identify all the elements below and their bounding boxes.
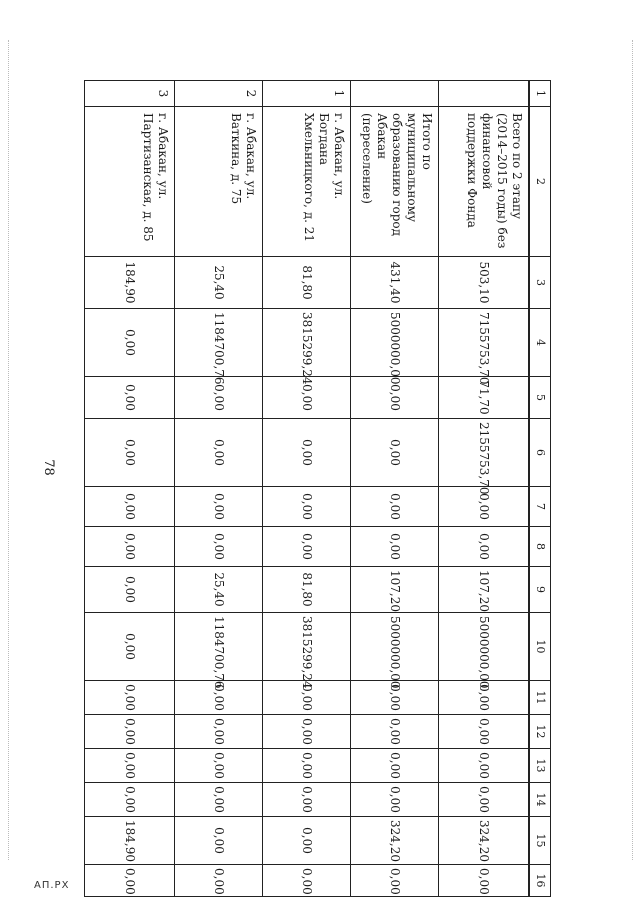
header-cell: 14 [529,783,551,817]
value-cell: 0,00 [263,377,351,419]
value-cell: 0,00 [85,613,175,681]
value-cell: 5000000,00 [439,613,529,681]
scan-edge-right [632,40,634,860]
header-cell: 6 [529,419,551,487]
value-cell: 503,10 [439,257,529,309]
value-cell: 7155753,70 [439,309,529,377]
header-cell: 5 [529,377,551,419]
value-cell: 3815299,24 [263,309,351,377]
table-header-row [529,81,551,897]
header-cell: 11 [529,681,551,715]
rotated-table-container [86,80,551,895]
row-number-cell [351,81,439,107]
value-cell: 324,20 [439,817,529,865]
value-cell: 0,00 [85,309,175,377]
page-number: 78 [40,459,56,476]
row-name-cell: г. Абакан, ул. Богдана Хмельницкого, д. 21 [263,107,351,257]
value-cell: 324,20 [351,817,439,865]
value-cell: 0,00 [175,749,263,783]
value-cell: 1184700,76 [175,309,263,377]
table-row [263,81,351,897]
value-cell: 0,00 [85,377,175,419]
header-cell: 10 [529,613,551,681]
table-row [175,81,263,897]
table-row [439,81,529,897]
data-table [85,80,552,897]
value-cell: 0,00 [351,681,439,715]
value-cell: 0,00 [263,419,351,487]
value-cell: 0,00 [85,527,175,567]
value-cell: 0,00 [439,783,529,817]
row-name-cell: Всего по 2 этапу (2014–2015 годы) без финансовой поддержки Фонда [439,107,529,257]
row-number-cell: 1 [263,81,351,107]
value-cell: 5000000,00 [351,613,439,681]
header-cell: 3 [529,257,551,309]
value-cell: 0,00 [351,783,439,817]
value-cell: 0,00 [439,865,529,897]
header-cell: 1 [529,81,551,107]
header-cell: 15 [529,817,551,865]
value-cell: 0,00 [175,681,263,715]
value-cell: 0,00 [263,865,351,897]
value-cell: 0,00 [351,527,439,567]
value-cell: 0,00 [263,487,351,527]
value-cell: 0,00 [351,865,439,897]
value-cell: 2155753,70 [439,419,529,487]
header-cell: 4 [529,309,551,377]
value-cell: 0,00 [175,527,263,567]
value-cell: 0,00 [351,419,439,487]
value-cell: 0,00 [263,749,351,783]
value-cell: 0,00 [439,715,529,749]
value-cell: 184,90 [85,817,175,865]
value-cell: 0,00 [175,487,263,527]
value-cell: 0,00 [85,783,175,817]
value-cell: 0,00 [351,377,439,419]
value-cell: 25,40 [175,567,263,613]
row-name-cell: г. Абакан, ул. Партизанская, д. 85 [85,107,175,257]
value-cell: 0,00 [85,865,175,897]
value-cell: 3815299,24 [263,613,351,681]
table-row [351,81,439,897]
value-cell: 0,00 [175,419,263,487]
header-cell: 7 [529,487,551,527]
value-cell: 0,00 [439,749,529,783]
value-cell: 0,00 [85,419,175,487]
scan-edge-left [8,40,10,860]
header-cell: 9 [529,567,551,613]
row-number-cell [439,81,529,107]
row-name-cell: г. Абакан, ул. Ваткина, д. 75 [175,107,263,257]
value-cell: 81,80 [263,257,351,309]
value-cell: 0,00 [85,567,175,613]
value-cell: 0,00 [439,487,529,527]
value-cell: 0,00 [263,715,351,749]
value-cell: 0,00 [439,527,529,567]
value-cell: 0,00 [351,749,439,783]
value-cell: 0,00 [263,681,351,715]
value-cell: 0,00 [263,783,351,817]
header-cell: 12 [529,715,551,749]
value-cell: 0,00 [85,681,175,715]
header-cell: 2 [529,107,551,257]
value-cell: 0,00 [85,749,175,783]
value-cell: 184,90 [85,257,175,309]
row-name-cell: Итого по муниципальному образованию город Абакан (переселение) [351,107,439,257]
footer-mark: АП.РХ [34,880,70,891]
value-cell: 0,00 [439,681,529,715]
value-cell: 0,00 [351,487,439,527]
value-cell: 0,00 [175,783,263,817]
value-cell: 107,20 [351,567,439,613]
header-cell: 16 [529,865,551,897]
header-cell: 13 [529,749,551,783]
table-row [85,81,175,897]
value-cell: 1184700,76 [175,613,263,681]
value-cell: 0,00 [351,715,439,749]
row-number-cell: 3 [85,81,175,107]
value-cell: 0,00 [175,865,263,897]
value-cell: 0,00 [85,487,175,527]
value-cell: 5000000,00 [351,309,439,377]
value-cell: 0,00 [175,377,263,419]
value-cell: 431,40 [351,257,439,309]
value-cell: 0,00 [263,817,351,865]
value-cell: 0,00 [175,817,263,865]
row-number-cell: 2 [175,81,263,107]
value-cell: 0,00 [263,527,351,567]
header-cell: 8 [529,527,551,567]
value-cell: 107,20 [439,567,529,613]
value-cell: 25,40 [175,257,263,309]
value-cell: 71,70 [439,377,529,419]
value-cell: 81,80 [263,567,351,613]
value-cell: 0,00 [85,715,175,749]
value-cell: 0,00 [175,715,263,749]
